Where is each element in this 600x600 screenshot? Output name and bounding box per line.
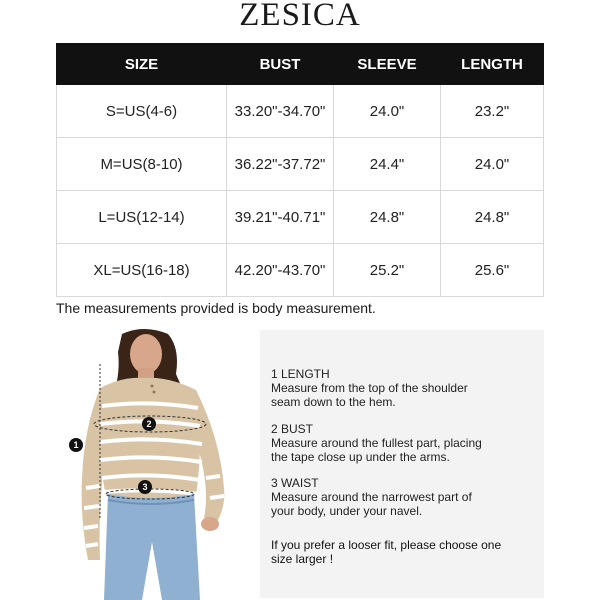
marker-bust: 2: [142, 417, 156, 431]
cell-size: M=US(8-10): [57, 138, 227, 191]
sweater-button: [153, 391, 156, 394]
guide-length-title: 1 LENGTH: [271, 367, 330, 381]
brand-logo: ZESICA: [239, 0, 361, 33]
header-size: SIZE: [57, 44, 227, 85]
cell-bust: 42.20"-43.70": [227, 244, 334, 297]
cell-length: 24.0": [441, 138, 544, 191]
hand-shape: [201, 517, 219, 531]
measurement-guide-panel: [260, 330, 544, 598]
cell-bust: 36.22"-37.72": [227, 138, 334, 191]
jeans-shape: [104, 494, 200, 600]
marker-length: 1: [69, 438, 83, 452]
cell-bust: 33.20"-34.70": [227, 85, 334, 138]
measurement-note: The measurements provided is body measurement.: [56, 300, 376, 316]
table-row: [57, 138, 544, 191]
table-row: [57, 85, 544, 138]
header-bust: BUST: [227, 44, 334, 85]
guide-waist-title: 3 WAIST: [271, 476, 319, 490]
model-photo: [64, 328, 252, 600]
right-arm: [196, 390, 224, 524]
cell-length: 24.8": [441, 191, 544, 244]
cell-size: XL=US(16-18): [57, 244, 227, 297]
guide-length: [271, 367, 476, 409]
guide-waist-text: Measure around the narrowest part of your body, under your navel.: [271, 490, 472, 518]
table-header-row: [57, 44, 544, 85]
sweater-button: [151, 385, 154, 388]
cell-bust: 39.21"-40.71": [227, 191, 334, 244]
guide-waist: [271, 476, 483, 518]
header-sleeve: SLEEVE: [334, 44, 441, 85]
table-row: [57, 191, 544, 244]
header-length: LENGTH: [441, 44, 544, 85]
size-chart-table: [56, 43, 544, 297]
cell-sleeve: 25.2": [334, 244, 441, 297]
cell-sleeve: 24.8": [334, 191, 441, 244]
cell-sleeve: 24.4": [334, 138, 441, 191]
cell-length: 25.6": [441, 244, 544, 297]
marker-waist: 3: [138, 480, 152, 494]
cell-sleeve: 24.0": [334, 85, 441, 138]
cell-length: 23.2": [441, 85, 544, 138]
fit-tip: If you prefer a looser fit, please choose one size larger !: [271, 538, 502, 566]
guide-bust-text: Measure around the fullest part, placing the tape close up under the arms.: [271, 436, 482, 464]
guide-bust: [271, 422, 496, 464]
guide-length-text: Measure from the top of the shoulder seam down to the hem.: [271, 381, 468, 409]
cell-size: S=US(4-6): [57, 85, 227, 138]
table-row: [57, 244, 544, 297]
guide-bust-title: 2 BUST: [271, 422, 314, 436]
cell-size: L=US(12-14): [57, 191, 227, 244]
